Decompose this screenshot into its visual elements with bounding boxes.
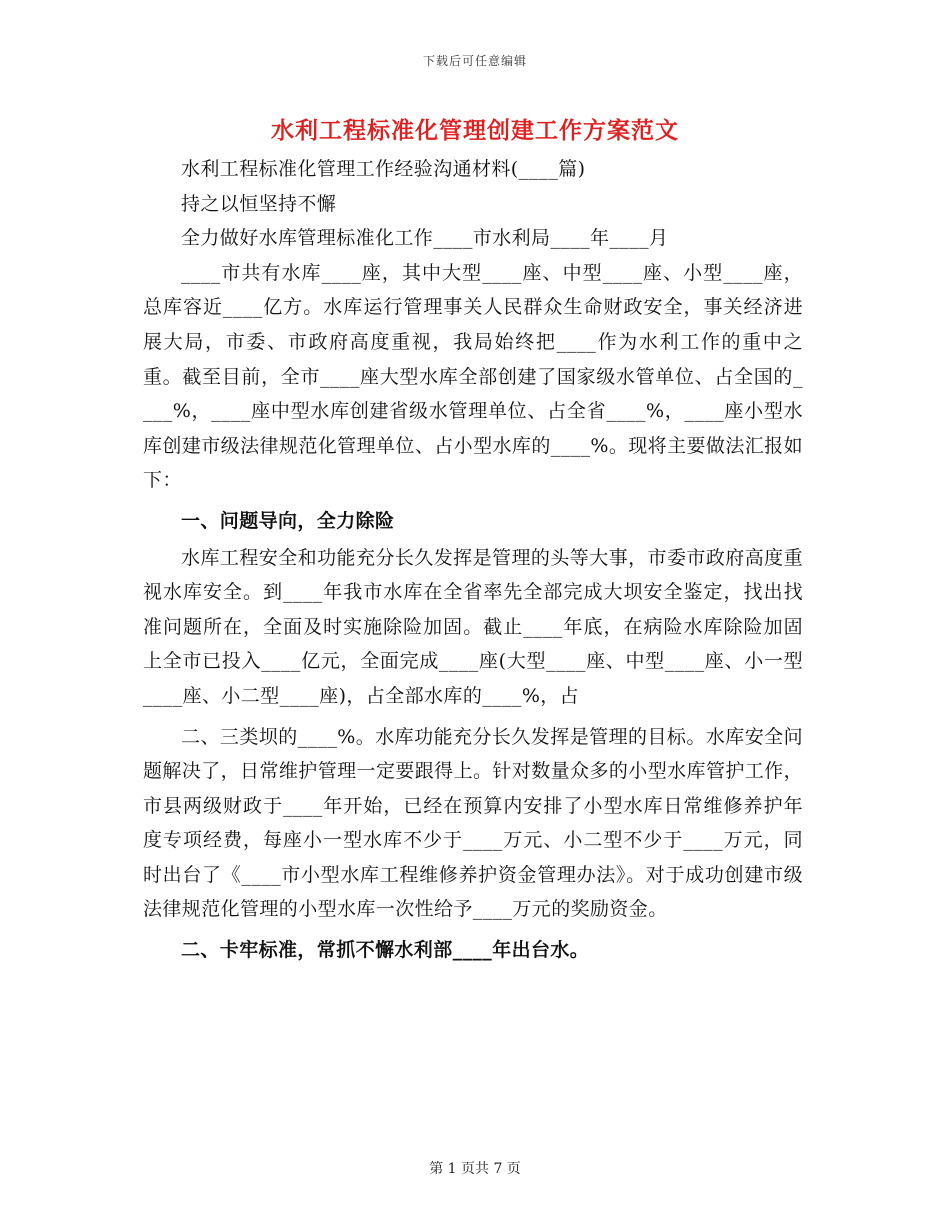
- document-body: [143, 152, 803, 970]
- page-header-note: 下载后可任意编辑: [422, 54, 527, 68]
- section-heading-2: 二、卡牢标准，常抓不懈水利部____年出台水。: [181, 939, 590, 962]
- page-number: 第 1 页共 7 页: [429, 1161, 521, 1177]
- paragraph-section-1-cont: 二、三类坝的____%。水库功能充分长久发挥是管理的目标。水库安全问题解决了，日常维护管理一定要跟得上。针对数量众多的小型水库管护工作，市县两级财政于____年开始，已经在预算内安排了小型水库日常维修养护年度专项经费，每座小一型水库不少于____万元、小二型不少于____万元，同时出台了《____市小型水库工程维修养护资金管理办法》。对于成功创建市级法律规范化管理的小型水库一次性给予____万元的奖励资金。: [143, 725, 803, 921]
- section-heading-1: 一、问题导向，全力除险: [181, 509, 395, 532]
- paragraph-subtitle: 水利工程标准化管理工作经验沟通材料(____篇): [181, 158, 586, 180]
- paragraph-section-1: 水库工程安全和功能充分长久发挥是管理的头等大事，市委市政府高度重视水库安全。到____年我市水库在全省率先全部完成大坝安全鉴定，找出找准问题所在，全面及时实施除险加固。截止____年底，在病险水库除险加固上全市已投入____亿元，全面完成____座(大型____座、中型____座、小一型____座、小二型____座)，占全部水库的____%，占: [143, 546, 803, 707]
- paragraph-motto: 持之以恒坚持不懈: [181, 192, 337, 215]
- document-title: 水利工程标准化管理创建工作方案范文: [271, 117, 679, 144]
- paragraph-overview: ____市共有水库____座，其中大型____座、中型____座、小型____座，总库容近____亿方。水库运行管理事关人民群众生命财政安全，事关经济进展大局，市委、市政府高度重视，我局始终把____作为水利工作的重中之重。截至目前，全市____座大型水库全部创建了国家级水管单位、占全国的____%，____座中型水库创建省级水管理单位、占全省____%，____座小型水库创建市级法律规范化管理单位、占小型水库的____%。现将主要做法汇报如下：: [143, 261, 803, 492]
- paragraph-byline: 全力做好水库管理标准化工作____市水利局____年____月: [181, 227, 669, 250]
